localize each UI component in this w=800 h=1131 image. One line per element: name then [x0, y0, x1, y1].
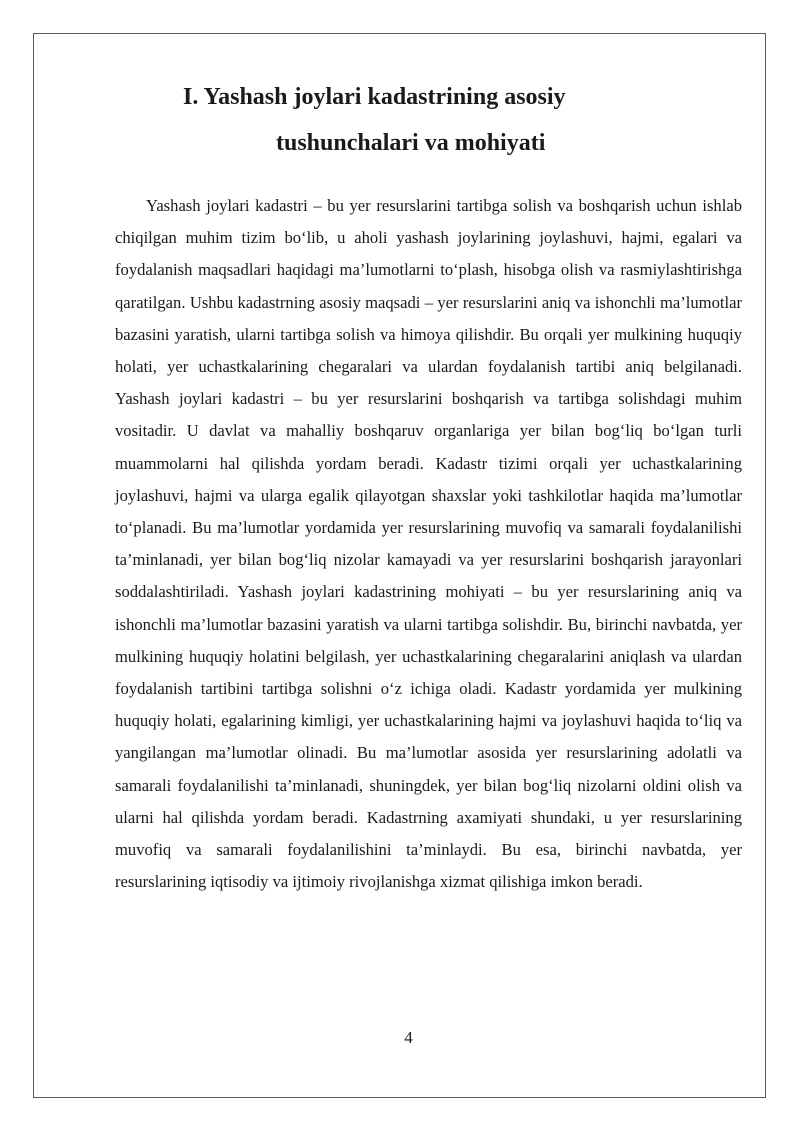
page-number: 4 [404, 1028, 413, 1047]
body-paragraph: Yashash joylari kadastri – bu yer resurslarini tartibga solish va boshqarish uchun ishlab chiqilgan muhim tizim bo‘lib, u aholi yashash joylarining joylashuvi, hajmi, egalari va foydalanish maqsadlari haqidagi ma’lumotlarni to‘plash, hisobga olish va rasmiylashtirishga qaratilgan. Ushbu kadastrning asosiy maqsadi – yer resurslarini aniq va ishonchli ma’lumotlar bazasini yaratish, ularni tartibga solish va himoya qilishdir. Bu orqali yer mulkining huquqiy holati, yer uchastkalarining chegaralari va ulardan foydalanish tartibi aniq belgilanadi. Yashash joylari kadastri – bu yer resurslarini boshqarish va tartibga solishdagi muhim vositadir. U davlat va mahalliy boshqaruv organlariga yer bilan bog‘liq bo‘lgan turli muammolarni hal qilishda yordam beradi. Kadastr tizimi orqali yer uchastkalarining joylashuvi, hajmi va ularga egalik qilayotgan shaxslar yoki tashkilotlar haqida ma’lumotlar to‘planadi. Bu ma’lumotlar yordamida yer resurslarining muvofiq va samarali foydalanilishi ta’minlanadi, yer bilan bog‘liq nizolar kamayadi va yer resurslarini boshqarish jarayonlari soddalashtiriladi. Yashash joylari kadastrining mohiyati – bu yer resurslarining aniq va ishonchli ma’lumotlar bazasini yaratish va ularni tartibga solishdir. Bu, birinchi navbatda, yer mulkining huquqiy holatini belgilash, yer uchastkalarining chegaralarini aniqlash va ulardan foydalanish tartibini tartibga solishni o‘z ichiga oladi. Kadastr yordamida yer mulkining huquqiy holati, egalarining kimligi, yer uchastkalarining hajmi va joylashuvi haqida to‘liq va yangilangan ma’lumotlar olinadi. Bu ma’lumotlar asosida yer resurslarining adolatli va samarali foydalanilishi ta’minlanadi, shuningdek, yer bilan bog‘liq nizolarni oldini olish va ularni hal qilishda yordam beradi. Kadastrning axamiyati shundaki, u yer resurslarining muvofiq va samarali foydalanilishini ta’minlaydi. Bu esa, birinchi navbatda, yer resurslarining iqtisodiy va ijtimoiy rivojlanishga xizmat qilishiga imkon beradi. [115, 196, 742, 892]
heading-line-2: tushunchalari va mohiyati [276, 130, 546, 156]
section-heading [33, 74, 766, 166]
heading-line-1: I. Yashash joylari kadastrining asosiy [183, 84, 566, 110]
